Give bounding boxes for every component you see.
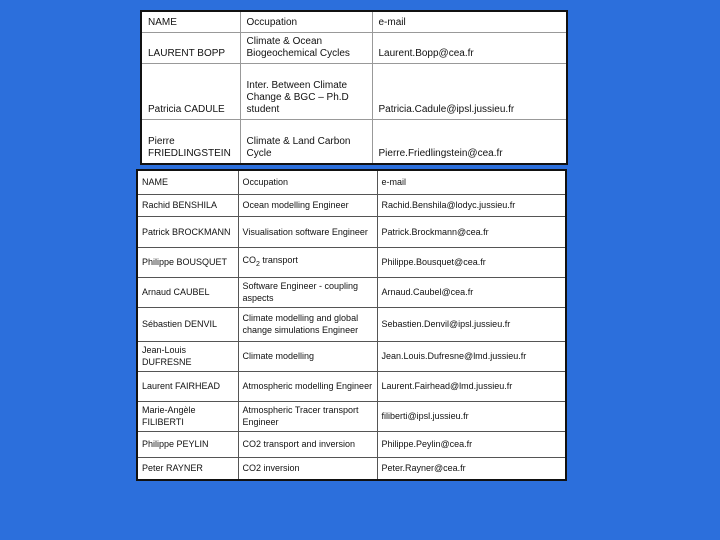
header-name: NAME [141, 11, 240, 33]
cell-name: Peter RAYNER [137, 457, 238, 480]
cell-name: Patrick BROCKMANN [137, 216, 238, 247]
cell-name: Marie-Angèle FILIBERTI [137, 401, 238, 431]
table-header-row [141, 11, 567, 33]
occupation-subscript: 2 [256, 260, 260, 268]
cell-email: Pierre.Friedlingstein@cea.fr [372, 120, 567, 164]
table-row [137, 307, 566, 341]
cell-occupation: Ocean modelling Engineer [238, 194, 377, 216]
cell-email: Philippe.Bousquet@cea.fr [377, 247, 566, 277]
cell-name: Philippe PEYLIN [137, 431, 238, 457]
cell-name: LAURENT BOPP [141, 33, 240, 64]
cell-occupation: Software Engineer - coupling aspects [238, 277, 377, 307]
cell-occupation: CO2 transport and inversion [238, 431, 377, 457]
table-header-row [137, 170, 566, 194]
cell-occupation: Atmospheric modelling Engineer [238, 371, 377, 401]
cell-email: Peter.Rayner@cea.fr [377, 457, 566, 480]
cell-name: Laurent FAIRHEAD [137, 371, 238, 401]
header-occupation: Occupation [240, 11, 372, 33]
cell-occupation: Climate & Land Carbon Cycle [240, 120, 372, 164]
table-row [141, 64, 567, 120]
table-row [137, 277, 566, 307]
cell-email: Patricia.Cadule@ipsl.jussieu.fr [372, 64, 567, 120]
cell-occupation: Inter. Between Climate Change & BGC – Ph.D student [240, 64, 372, 120]
table-row [137, 401, 566, 431]
table-row [137, 194, 566, 216]
contacts-table-1 [140, 10, 568, 165]
table-row [137, 431, 566, 457]
table-row [141, 33, 567, 64]
occupation-suffix: transport [259, 254, 298, 265]
cell-name: Rachid BENSHILA [137, 194, 238, 216]
table-row [137, 371, 566, 401]
table-row [137, 457, 566, 480]
cell-email: Patrick.Brockmann@cea.fr [377, 216, 566, 247]
cell-occupation: Climate & Ocean Biogeochemical Cycles [240, 33, 372, 64]
cell-occupation: Visualisation software Engineer [238, 216, 377, 247]
header-email: e-mail [372, 11, 567, 33]
cell-occupation: Atmospheric Tracer transport Engineer [238, 401, 377, 431]
cell-email: Jean.Louis.Dufresne@lmd.jussieu.fr [377, 341, 566, 371]
occupation-prefix: CO [242, 254, 256, 265]
cell-name: Sébastien DENVIL [137, 307, 238, 341]
table-row [137, 247, 566, 277]
table-row [141, 120, 567, 164]
cell-occupation [238, 247, 377, 277]
cell-name: Pierre FRIEDLINGSTEIN [141, 120, 240, 164]
table-row [137, 341, 566, 371]
cell-name: Arnaud CAUBEL [137, 277, 238, 307]
header-name: NAME [137, 170, 238, 194]
cell-occupation: Climate modelling [238, 341, 377, 371]
cell-email: Laurent.Fairhead@lmd.jussieu.fr [377, 371, 566, 401]
cell-occupation: Climate modelling and global change simulations Engineer [238, 307, 377, 341]
cell-email: Sebastien.Denvil@ipsl.jussieu.fr [377, 307, 566, 341]
cell-name: Philippe BOUSQUET [137, 247, 238, 277]
header-occupation: Occupation [238, 170, 377, 194]
cell-name: Patricia CADULE [141, 64, 240, 120]
contacts-table-2 [136, 169, 567, 481]
cell-email: Philippe.Peylin@cea.fr [377, 431, 566, 457]
cell-email: Laurent.Bopp@cea.fr [372, 33, 567, 64]
table-row [137, 216, 566, 247]
cell-occupation: CO2 inversion [238, 457, 377, 480]
cell-name: Jean-Louis DUFRESNE [137, 341, 238, 371]
header-email: e-mail [377, 170, 566, 194]
cell-email: filiberti@ipsl.jussieu.fr [377, 401, 566, 431]
cell-email: Arnaud.Caubel@cea.fr [377, 277, 566, 307]
cell-email: Rachid.Benshila@lodyc.jussieu.fr [377, 194, 566, 216]
